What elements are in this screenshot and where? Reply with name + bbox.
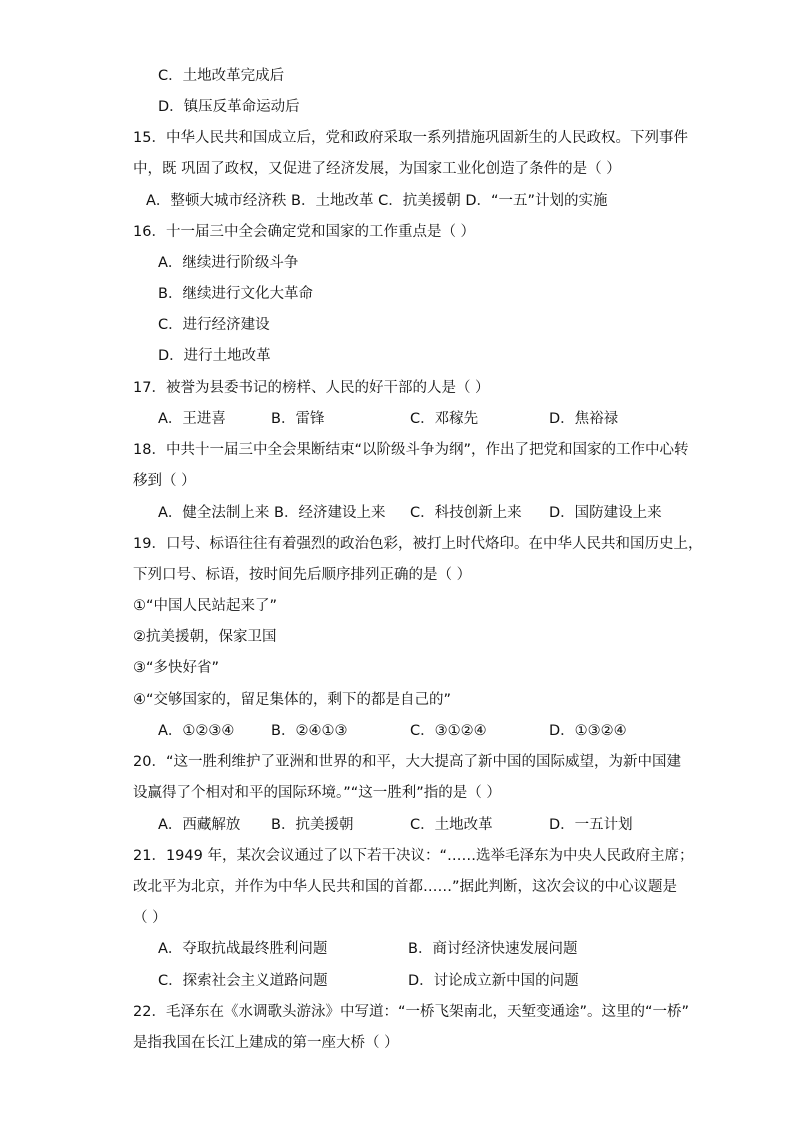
- q19-stem-line-1: 19．口号、标语往往有着强烈的政治色彩，被打上时代烙印。在中华人民共和国历史上，: [133, 536, 703, 552]
- q16-stem: 16．十一届三中全会确定党和国家的工作重点是（ ）: [133, 224, 476, 240]
- q19-option-c: C．③①②④: [410, 723, 487, 739]
- q14-option-d: D．镇压反革命运动后: [158, 99, 300, 115]
- q14-option-c: C．土地改革完成后: [158, 68, 285, 84]
- q17-option-b: B．雷锋: [271, 411, 325, 427]
- q20-option-a: A．西藏解放: [158, 817, 241, 833]
- q17-option-a: A．王进喜: [158, 411, 226, 427]
- q15-stem-line-2: 中，既 巩固了政权，又促进了经济发展，为国家工业化创造了条件的是（ ）: [133, 161, 621, 177]
- q20-option-c: C．土地改革: [410, 817, 493, 833]
- q19-item-3: ③“多快好省”: [133, 660, 220, 676]
- q21-stem-line-2: 改北平为北京，并作为中华人民共和国的首都……”据此判断，这次会议的中心议题是: [133, 879, 678, 895]
- q21-option-a: A．夺取抗战最终胜利问题: [158, 941, 328, 957]
- q20-option-d: D．一五计划: [549, 817, 633, 833]
- q19-option-a: A．①②③④: [158, 723, 235, 739]
- q16-option-c: C．进行经济建设: [158, 317, 270, 333]
- q21-option-d: D．讨论成立新中国的问题: [408, 973, 579, 989]
- q18-stem-line-2: 移到（ ）: [133, 473, 196, 489]
- q19-item-2: ②抗美援朝，保家卫国: [133, 629, 277, 645]
- q20-option-b: B．抗美援朝: [271, 817, 354, 833]
- q21-stem-line-1: 21．1949 年，某次会议通过了以下若干决议：“……选举毛泽东为中央人民政府主席；: [133, 848, 694, 864]
- q16-option-d: D．进行土地改革: [158, 348, 271, 364]
- q18-option-d: D．国防建设上来: [549, 505, 662, 521]
- q16-option-a: A．继续进行阶级斗争: [158, 255, 299, 271]
- q19-option-b: B．②④①③: [271, 723, 348, 739]
- q18-option-a-b: A．健全法制上来 B．经济建设上来: [158, 505, 386, 521]
- q15-options: A．整顿大城市经济秩 B．土地改革 C．抗美援朝 D．“一五”计划的实施: [146, 193, 608, 209]
- q22-stem-line-2: 是指我国在长江上建成的第一座大桥（ ）: [133, 1035, 399, 1051]
- q21-option-b: B．商讨经济快速发展问题: [408, 941, 578, 957]
- q20-stem-line-1: 20．“这一胜利维护了亚洲和世界的和平，大大提高了新中国的国际威望，为新中国建: [133, 754, 681, 770]
- q21-option-c: C．探索社会主义道路问题: [158, 973, 328, 989]
- q19-item-4: ④“交够国家的，留足集体的，剩下的都是自己的”: [133, 692, 452, 708]
- q17-option-d: D．焦裕禄: [549, 411, 619, 427]
- q17-option-c: C．邓稼先: [410, 411, 479, 427]
- q15-stem-line-1: 15．中华人民共和国成立后，党和政府采取一系列措施巩固新生的人民政权。下列事件: [133, 130, 688, 146]
- q19-stem-line-2: 下列口号、标语，按时间先后顺序排列正确的是（ ）: [133, 567, 472, 583]
- q16-option-b: B．继续进行文化大革命: [158, 286, 313, 302]
- q17-stem: 17．被誉为县委书记的榜样、人民的好干部的人是（ ）: [133, 380, 490, 396]
- q21-stem-line-3: （ ）: [133, 910, 167, 926]
- q18-stem-line-1: 18．中共十一届三中全会果断结束“以阶级斗争为纲”，作出了把党和国家的工作中心转: [133, 442, 689, 458]
- q22-stem-line-1: 22．毛泽东在《水调歌头游泳》中写道：“一桥飞架南北，天堑变通途”。这里的“一桥”: [133, 1004, 689, 1020]
- q18-option-c: C．科技创新上来: [410, 505, 522, 521]
- q19-item-1: ①“中国人民站起来了”: [133, 598, 278, 614]
- q19-option-d: D．①③②④: [549, 723, 627, 739]
- q20-stem-line-2: 设赢得了个相对和平的国际环境。”“这一胜利”指的是（ ）: [133, 785, 501, 801]
